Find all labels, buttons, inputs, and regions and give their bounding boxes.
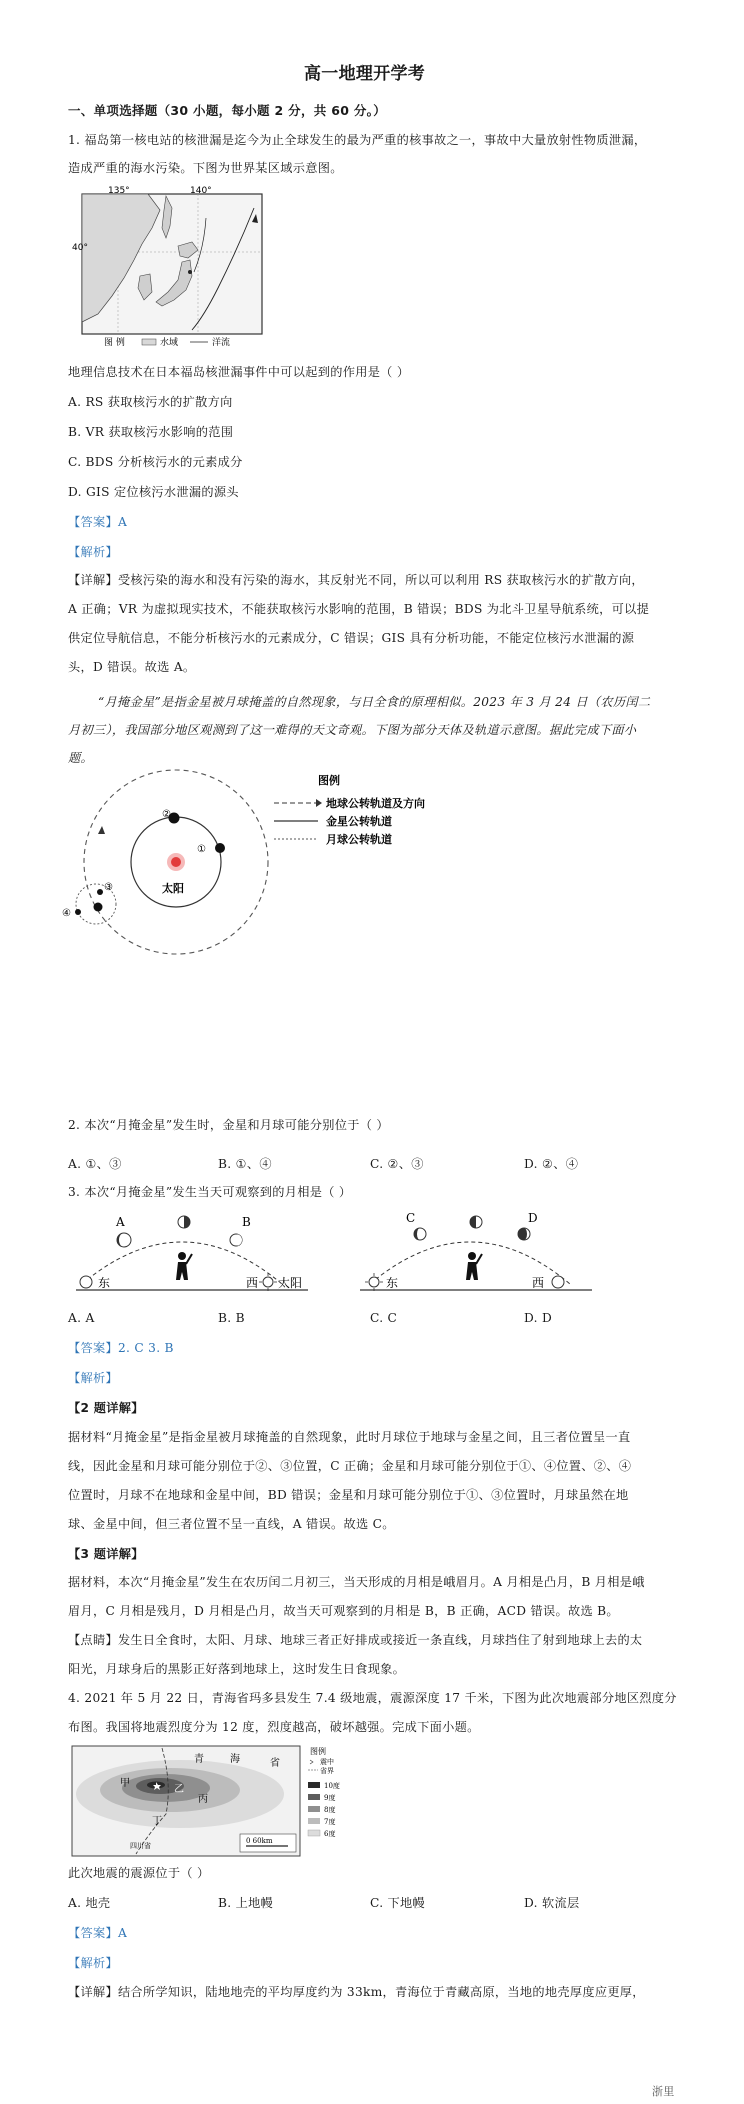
earthquake-intensity-map bbox=[70, 1744, 370, 1862]
q23-analysis-label: 【解析】 bbox=[68, 1371, 118, 1385]
map-label-bing: 丙 bbox=[198, 1794, 208, 1805]
map-lon-label-1: 135° bbox=[108, 186, 130, 196]
legend-moon-orbit: 月球公转轨道 bbox=[326, 833, 392, 846]
q3-option-d[interactable]: D. D bbox=[524, 1311, 553, 1325]
marker-3: ③ bbox=[104, 882, 113, 893]
map-label-yi: 乙 bbox=[174, 1784, 184, 1795]
q3-detail-line2: 眉月，C 月相是残月，D 月相是凸月，故当天可观察到的月相是 B，B 正确，ACD 错误。故选 B。 bbox=[68, 1604, 619, 1618]
q4-stem-line1: 4. 2021 年 5 月 22 日，青海省玛多县发生 7.4 级地震，震源深度 17 千米，下图为此次地震部分地区烈度分 bbox=[68, 1691, 677, 1705]
q1-stem-line1: 1. 福岛第一核电站的核泄漏是迄今为止全球发生的最为严重的核事故之一，事故中大量放射性物质泄漏， bbox=[68, 133, 647, 147]
q4-stem-line2: 布图。我国将地震烈度分为 12 度，烈度越高，破坏越强。完成下面小题。 bbox=[68, 1720, 480, 1734]
observer-icon-right bbox=[466, 1252, 482, 1280]
fig-left-sun-label: 太阳 bbox=[278, 1276, 303, 1290]
q3-detail-line1: 据材料，本次“月掩金星”发生在农历闰二月初三，当天形成的月相是峨眉月。A 月相是凸月，B 月相是峨 bbox=[68, 1575, 645, 1589]
sun-left-icon bbox=[263, 1277, 273, 1287]
map-lon-label-2: 140° bbox=[190, 186, 212, 196]
map-label-ding: 丁 bbox=[152, 1816, 162, 1827]
q2-detail-line2: 线，因此金星和月球可能分别位于②、③位置，C 正确；金星和月球可能分别位于①、④位置、②、④ bbox=[68, 1459, 632, 1473]
moon-phase-figure-left bbox=[72, 1206, 312, 1298]
quake-legend-title: 图例 bbox=[310, 1747, 326, 1756]
tip-line2: 阳光，月球身后的黑影正好落到地球上，这时发生日食现象。 bbox=[68, 1662, 406, 1676]
moon-position-3 bbox=[97, 889, 103, 895]
marker-4: ④ bbox=[62, 908, 71, 919]
map-scale: 0 60km bbox=[246, 1837, 273, 1845]
q1-option-b[interactable]: B. VR 获取核污水影响的范围 bbox=[68, 425, 234, 439]
marker-2: ② bbox=[162, 809, 171, 820]
q4-analysis-label: 【解析】 bbox=[68, 1956, 118, 1970]
orbit-diagram bbox=[60, 770, 480, 960]
q2-option-b[interactable]: B. ①、④ bbox=[218, 1157, 272, 1171]
fig-left-label-a: A bbox=[116, 1215, 125, 1229]
q2-option-d[interactable]: D. ②、④ bbox=[524, 1157, 579, 1171]
map-legend-current: 洋流 bbox=[212, 338, 231, 348]
q2-option-c[interactable]: C. ②、③ bbox=[370, 1157, 424, 1171]
sun-right-icon bbox=[369, 1277, 379, 1287]
west-moon-right-icon bbox=[552, 1276, 564, 1288]
map-label-sichuan: 四川省 bbox=[130, 1842, 151, 1850]
q1-option-c[interactable]: C. BDS 分析核污水的元素成分 bbox=[68, 455, 243, 469]
map-lat-label: 40° bbox=[72, 243, 88, 253]
moon-position-4 bbox=[75, 909, 81, 915]
q1-option-a[interactable]: A. RS 获取核污水的扩散方向 bbox=[68, 395, 233, 409]
q2-detail-line4: 球、金星中间，但三者位置不呈一直线，A 错误。故选 C。 bbox=[68, 1517, 395, 1531]
fig-left-east: 东 bbox=[98, 1276, 111, 1290]
passage-line1: “月掩金星”是指金星被月球掩盖的自然现象，与日全食的原理相似。2023 年 3 月 24 日（农历闰二 bbox=[98, 695, 651, 709]
japan-map-figure bbox=[72, 186, 266, 348]
map-legend-water: 水域 bbox=[160, 338, 179, 348]
fig-left-label-b: B bbox=[242, 1215, 251, 1229]
map-label-sheng: 省 bbox=[270, 1758, 280, 1769]
orbit-direction-arrow bbox=[98, 826, 105, 834]
quake-legend-boundary: 省界 bbox=[320, 1767, 334, 1775]
q2-detail-line1: 据材料“月掩金星”是指金星被月球掩盖的自然现象，此时月球位于地球与金星之间，且三者位置呈一直 bbox=[68, 1430, 631, 1444]
q1-detail-line3: 供定位导航信息，不能分析核污水的元素成分，C 错误；GIS 具有分析功能，不能定位核污水泄漏的源 bbox=[68, 631, 635, 645]
observer-icon bbox=[176, 1252, 192, 1280]
q2-option-a[interactable]: A. ①、③ bbox=[68, 1157, 122, 1171]
section-heading: 一、单项选择题（30 小题，每小题 2 分，共 60 分。） bbox=[68, 103, 386, 118]
moon-phase-figure-right bbox=[356, 1206, 596, 1298]
tip-line1: 【点睛】发生日全食时，太阳、月球、地球三者正好排成或接近一条直线，月球挡住了射到地球上去的太 bbox=[68, 1633, 643, 1647]
venus-position-1 bbox=[215, 843, 225, 853]
orbit-legend-title: 图例 bbox=[318, 774, 340, 787]
q1-answer: 【答案】A bbox=[68, 515, 128, 529]
passage-line2: 月初三），我国部分地区观测到了这一难得的天文奇观。下图为部分天体及轨道示意图。据此完成下面小 bbox=[68, 723, 637, 737]
map-label-hai: 海 bbox=[230, 1754, 240, 1765]
quake-legend-epicenter: 震中 bbox=[320, 1758, 334, 1766]
legend-10: 10度 bbox=[324, 1782, 340, 1790]
q23-answer: 【答案】2. C 3. B bbox=[68, 1341, 174, 1355]
fig-right-label-d: D bbox=[528, 1211, 538, 1225]
map-label-jia: 甲 bbox=[120, 1778, 130, 1789]
legend-9: 9度 bbox=[324, 1794, 336, 1802]
map-legend-title: 图 例 bbox=[104, 338, 125, 348]
q2-stem: 2. 本次“月掩金星”发生时，金星和月球可能分别位于（ ） bbox=[68, 1118, 389, 1132]
east-moon-icon bbox=[80, 1276, 92, 1288]
passage-line3: 题。 bbox=[68, 751, 93, 765]
legend-earth-orbit: 地球公转轨道及方向 bbox=[326, 797, 425, 810]
fig-right-label-c: C bbox=[406, 1211, 416, 1225]
fig-right-east: 东 bbox=[386, 1276, 399, 1290]
q1-stem-line2: 造成严重的海水污染。下图为世界某区域示意图。 bbox=[68, 161, 343, 175]
q4-option-b[interactable]: B. 上地幔 bbox=[218, 1896, 274, 1910]
earth-body bbox=[94, 903, 103, 912]
footer-watermark: 浙里 bbox=[652, 2085, 675, 2098]
q2-detail-line3: 位置时，月球不在地球和金星中间，BD 错误；金星和月球可能分别位于①、③位置时，月球虽然在地 bbox=[68, 1488, 629, 1502]
fig-right-west: 西 bbox=[532, 1276, 545, 1290]
q1-analysis-label: 【解析】 bbox=[68, 545, 118, 559]
marker-1: ① bbox=[197, 844, 206, 855]
q1-detail-line1: 【详解】受核污染的海水和没有污染的海水，其反射光不同，所以可以利用 RS 获取核污水的扩散方向， bbox=[68, 573, 644, 587]
q4-option-c[interactable]: C. 下地幔 bbox=[370, 1896, 426, 1910]
legend-7: 7度 bbox=[324, 1818, 336, 1826]
q4-answer: 【答案】A bbox=[68, 1926, 128, 1940]
legend-8: 8度 bbox=[324, 1806, 336, 1814]
q3-option-a[interactable]: A. A bbox=[68, 1311, 95, 1325]
q1-detail-line2: A 正确；VR 为虚拟现实技术，不能获取核污水影响的范围，B 错误；BDS 为北斗卫星导航系统，可以提 bbox=[68, 602, 650, 616]
q3-stem: 3. 本次“月掩金星”发生当天可观察到的月相是（ ） bbox=[68, 1185, 352, 1199]
legend-venus-orbit: 金星公转轨道 bbox=[326, 815, 392, 828]
sun-label: 太阳 bbox=[162, 882, 184, 895]
page-title: 高一地理开学考 bbox=[304, 64, 426, 84]
map-label-qing: 青 bbox=[194, 1754, 204, 1765]
q4-question: 此次地震的震源位于（ ） bbox=[68, 1866, 210, 1880]
q4-detail-line1: 【详解】结合所学知识，陆地地壳的平均厚度约为 33km，青海位于青藏高原，当地的地壳厚度应更厚， bbox=[68, 1985, 645, 1999]
q2-detail-title: 【2 题详解】 bbox=[68, 1401, 144, 1415]
q3-option-b[interactable]: B. B bbox=[218, 1311, 245, 1325]
fig-left-west: 西 bbox=[246, 1276, 259, 1290]
q3-option-c[interactable]: C. C bbox=[370, 1311, 398, 1325]
q4-option-d[interactable]: D. 软流层 bbox=[524, 1896, 580, 1910]
q1-question: 地理信息技术在日本福岛核泄漏事件中可以起到的作用是（ ） bbox=[68, 365, 410, 379]
q1-detail-line4: 头，D 错误。故选 A。 bbox=[68, 660, 196, 674]
q4-option-a[interactable]: A. 地壳 bbox=[68, 1896, 111, 1910]
legend-6: 6度 bbox=[324, 1830, 336, 1838]
q3-detail-title: 【3 题详解】 bbox=[68, 1547, 144, 1561]
q1-option-d[interactable]: D. GIS 定位核污水泄漏的源头 bbox=[68, 485, 239, 499]
